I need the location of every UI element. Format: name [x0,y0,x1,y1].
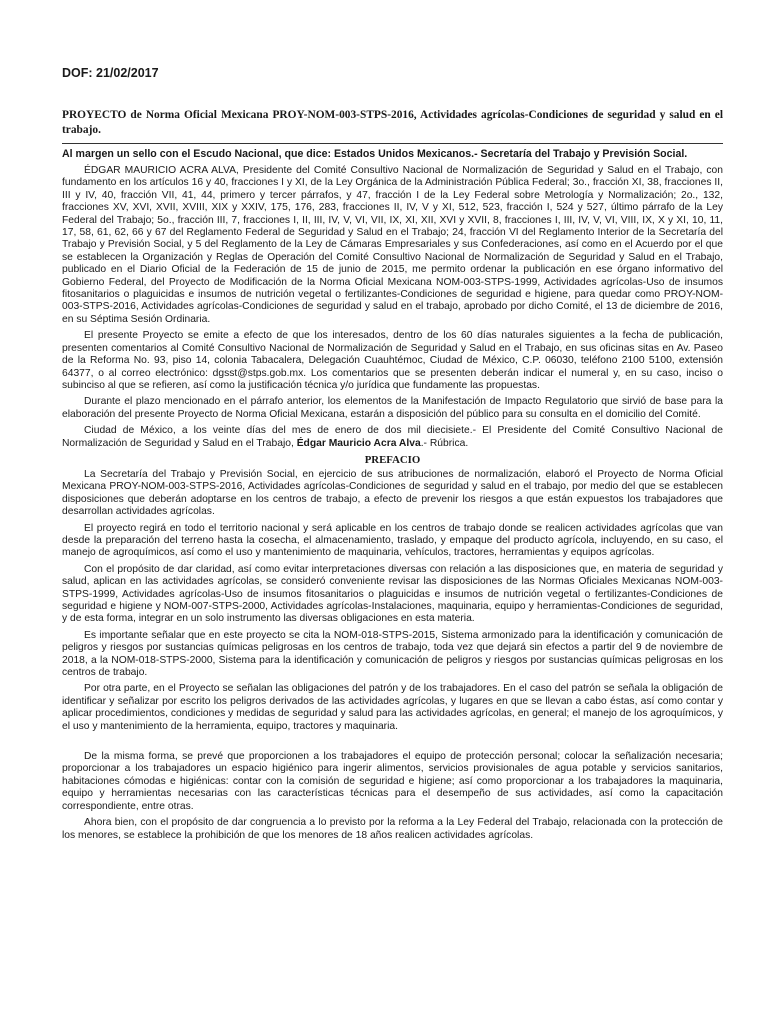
paragraph-5: La Secretaría del Trabajo y Previsión Social, en ejercicio de sus atribuciones de normalización, elaboró el Proyecto de Norma Oficial Mexicana PROY-NOM-003-STPS-2016, Actividades agrícolas-Condiciones de seguridad y salud en el trabajo, por medio del que se establecen disposiciones que deberán adoptarse en los centros de trabajo, a efecto de prevenir los riesgos a que están expuestos los trabajadores que desarrollan actividades agrícolas. [62,468,723,518]
paragraph-9: Por otra parte, en el Proyecto se señalan las obligaciones del patrón y de los trabajadores. En el caso del patrón se señala la obligación de identificar y señalizar por escrito los peligros derivados de las actividades agrícolas, y lugares en que se llevan a cabo éstas, así como contar y aplicar procedimientos, condiciones y medidas de seguridad y salud para las actividades agrícolas, en general; el manejo de los agroquímicos, y el uso y mantenimiento de la herramienta, equipo, tractores y maquinaria. [62,683,723,732]
signatory-name: Édgar Mauricio Acra Alva [296,437,421,449]
paragraph-4-text: Ciudad de México, a los veinte días del mes de enero de dos mil diecisiete.- El Presidente del Comité Consultivo Nacional de Normalización de Seguridad y Salud en el Trabajo, [62,425,723,449]
prefacio-heading: PREFACIO [364,453,421,466]
paragraph-7: Con el propósito de dar claridad, así como evitar interpretaciones diversas con relación a las disposiciones que, en materia de seguridad y salud, aplican en las actividades agrícolas, se consideró conveniente revisar las disposiciones de las Normas Oficiales Mexicanas NOM-003-STPS-1999, Actividades agrícolas-Uso de insumos fitosanitarios o plaguicidas e insumos de nutrición vegetal o fertilizantes-Condiciones de seguridad e higiene y NOM-007-STPS-2000, Actividades agrícolas-Instalaciones, maquinaria, equipo y herramientas-Condiciones de seguridad, y de esta forma, integrar en un solo instrumento las diversas obligaciones en esta materia. [62,563,723,625]
paragraph-4 [62,425,723,450]
paragraph-11: Ahora bien, con el propósito de dar congruencia a lo previsto por la reforma a la Ley Federal del Trabajo, relacionada con la protección de los menores, se establece la prohibición de que los menores de 18 años realicen actividades agrícolas. [62,817,723,841]
paragraph-4-end: .- Rúbrica. [420,437,469,449]
dof-date: DOF: 21/02/2017 [62,66,159,80]
paragraph-1: ÉDGAR MAURICIO ACRA ALVA, Presidente del Comité Consultivo Nacional de Normalización de Seguridad y Salud en el Trabajo, con fundamento en los artículos 16 y 40, fracciones I y XI, de la Ley Orgánica de la Administración Pública Federal; 3o., fracción XI, 38, fracciones II, III y IV, 40, fracción VII, 41, 44, primero y tercer párrafos, y 47, fracción I de la Ley Federal sobre Metrología y Normalización; 2o., 132, fracciones XV, XVI, XVII, XVIII, XIX y XXIV, 175, 176, 283, fracciones II, IV, V y XI, 512, 523, fracción I, 524 y 527, último párrafo de la Ley Federal del Trabajo; 5o., fracción III, 7, fracciones I, II, III, IV, V, VI, VII, IX, XI, XII, XVI y XVII, 8, fracciones I, III, IV, V, VI, VIII, IX, X y XI, 10, 11, 17, 58, 61, 62, 66 y 67 del Reglamento Federal de Seguridad y Salud en el Trabajo; 24, fracción VI del Reglamento Interior de la Secretaría del Trabajo y Previsión Social, y 5 del Reglamento de la Ley de Cámaras Empresariales y sus Confederaciones, así como en el Acuerdo por el que se establecen la Organización y Reglas de Operación del Comité Consultivo Nacional de Normalización de Seguridad y Salud en el Trabajo, publicado en el Diario Oficial de la Federación de 15 de junio de 2015, me permito ordenar la publicación en ese órgano informativo del Gobierno Federal, del Proyecto de Modificación de la Norma Oficial Mexicana NOM-003-STPS-1999, Actividades agrícolas-Uso de insumos fitosanitarios o plaguicidas e insumos de nutrición vegetal o fertilizantes-Condiciones de seguridad e higiene, para quedar como PROY-NOM-003-STPS-2016, Actividades agrícolas-Condiciones de seguridad y salud en el trabajo, aprobado por dicho Comité, el 13 de diciembre de 2016, en su Séptima Sesión Ordinaria. [62,165,723,325]
paragraph-3: Durante el plazo mencionado en el párrafo anterior, los elementos de la Manifestación de Impacto Regulatorio que sirvió de base para la elaboración del presente Proyecto de Norma Oficial Mexicana, estarán a disposición del público para su consulta en el domicilio del Comité. [62,396,723,420]
paragraph-2: El presente Proyecto se emite a efecto de que los interesados, dentro de los 60 días naturales siguientes a la fecha de publicación, presenten comentarios al Comité Consultivo Nacional de Normalización de Seguridad y Salud en el Trabajo, en sus oficinas sitas en Av. Paseo de la Reforma No. 93, piso 14, colonia Tabacalera, Delegación Cuauhtémoc, Ciudad de México, C.P. 06030, teléfono 2100 5100, extensión 64377, o al correo electrónico: dgsst@stps.gob.mx. Los comentarios que se presenten deberán indicar el numeral y, en su caso, inciso o subinciso al que se refieren, así como la justificación técnica y/o jurídica que fundamente las propuestas. [62,330,723,391]
paragraph-8: Es importante señalar que en este proyecto se cita la NOM-018-STPS-2015, Sistema armonizado para la identificación y comunicación de peligros y riesgos por sustancias químicas peligrosas en los centros de trabajo, toda vez que dejará sin efectos a partir del 9 de noviembre de 2018, a la NOM-018-STPS-2000, Sistema para la identificación y comunicación de peligros y riesgos por sustancias químicas peligrosas en los centros de trabajo. [62,629,723,679]
document-title: PROYECTO de Norma Oficial Mexicana PROY-NOM-003-STPS-2016, Actividades agrícolas-Condiciones de seguridad y salud en el trabajo. [62,109,723,136]
paragraph-6: El proyecto regirá en todo el territorio nacional y será aplicable en los centros de trabajo donde se realicen actividades agrícolas que van desde la preparación del terreno hasta la cosecha, el almacenamiento, traslado, y empaque del producto agrícola, incluyendo, en su caso, el manejo de agroquímicos, así como el uso y mantenimiento de maquinaria, vehículos, tractores, herramientas y equipos agrícolas. [62,522,723,559]
paragraph-10: De la misma forma, se prevé que proporcionen a los trabajadores el equipo de protección personal; colocar la señalización necesaria; proporcionar a los trabajadores un espacio higiénico para ingerir alimentos, servicios provisionales de agua potable y servicios sanitarios, habitaciones cómodas e higiénicas: contar con la comisión de seguridad e higiene; así como proporcionar a los trabajadores la maquinaria, equipo y herramientas necesarias con las características técnicas para el desempeño de sus actividades, así como la capacitación correspondiente, entre otras. [62,751,723,812]
margin-note: Al margen un sello con el Escudo Nacional, que dice: Estados Unidos Mexicanos.- Secretaría del Trabajo y Previsión Social. [62,148,688,160]
title-divider [62,143,723,144]
